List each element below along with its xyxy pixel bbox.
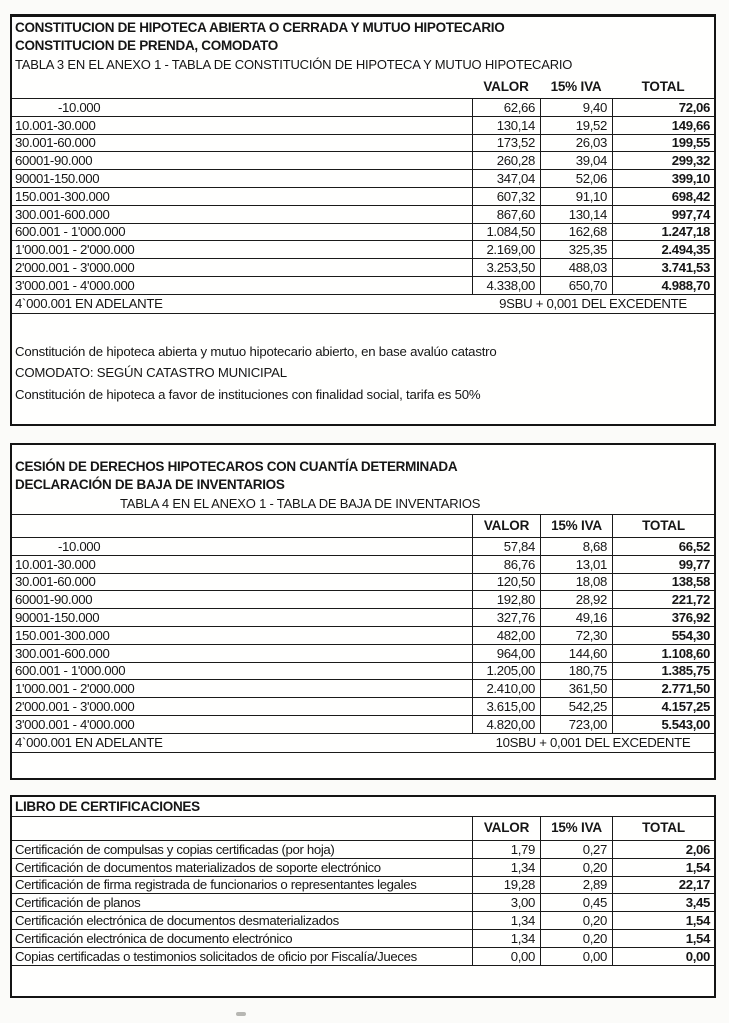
valor-cell: 4.338,00 [472,277,540,294]
header-iva: 15% IVA [540,515,612,537]
total-cell: 99,77 [612,556,714,573]
section-title: CONSTITUCION DE PRENDA, COMODATO [15,37,278,53]
table-body [12,537,714,734]
range-label-cell: 10.001-30.000 [15,556,96,572]
range-label-cell: 2'000.001 - 3'000.000 [15,699,135,715]
table-footer-row [12,295,714,314]
valor-cell: 0,00 [472,948,540,965]
total-cell: 554,30 [612,627,714,644]
valor-cell: 57,84 [472,538,540,555]
valor-cell: 173,52 [472,135,540,152]
valor-cell: 1.084,50 [472,224,540,241]
table-row [12,152,714,170]
total-cell: 1.108,60 [612,645,714,662]
iva-cell: 325,35 [540,241,612,258]
range-label-cell: 600.001 - 1'000.000 [15,663,126,679]
total-cell: 2,06 [612,841,714,858]
header-total: TOTAL [612,817,714,840]
table-row [12,609,714,627]
range-label-cell: 90001-150.000 [15,171,100,187]
valor-cell: 62,66 [472,99,540,116]
section-title: DECLARACIÓN DE BAJA DE INVENTARIOS [15,476,285,492]
range-label-cell: 300.001-600.000 [15,206,110,222]
total-cell: 22,17 [612,877,714,894]
total-cell: 1,54 [612,859,714,876]
range-label-cell: 300.001-600.000 [15,645,110,661]
iva-cell: 91,10 [540,188,612,205]
iva-cell: 72,30 [540,627,612,644]
valor-cell: 120,50 [472,574,540,591]
iva-cell: 144,60 [540,645,612,662]
note-line: Constitución de hipoteca abierta y mutuo hipotecario abierto, en base avalúo catastro [15,343,497,359]
valor-cell: 19,28 [472,877,540,894]
range-label-cell: 3'000.001 - 4'000.000 [15,277,135,293]
table-header-row [12,75,714,98]
range-label-cell: 3'000.001 - 4'000.000 [15,716,135,732]
table-body [12,840,714,966]
range-label-cell: Certificación de compulsas y copias certificadas (por hoja) [15,841,335,857]
iva-cell: 0,00 [540,948,612,965]
table-row [12,188,714,206]
section-title: CESIÓN DE DERECHOS HIPOTECAROS CON CUANTÍA DETERMINADA [15,459,458,474]
valor-cell: 2.169,00 [472,241,540,258]
total-cell: 2.494,35 [612,241,714,258]
range-label-cell: 150.001-300.000 [15,627,110,643]
total-cell: 0,00 [612,948,714,965]
range-label-cell: -10.000 [58,99,101,115]
iva-cell: 0,20 [540,912,612,929]
iva-cell: 361,50 [540,680,612,697]
range-label-cell: 90001-150.000 [15,610,100,626]
total-cell: 399,10 [612,170,714,187]
section-title: LIBRO DE CERTIFICACIONES [15,799,200,814]
range-label-cell: 30.001-60.000 [15,135,96,151]
table-row [12,170,714,188]
iva-cell: 0,20 [540,859,612,876]
range-label-cell: 10.001-30.000 [15,117,96,133]
section-baja-titles [12,445,714,493]
range-label-cell: 60001-90.000 [15,592,93,608]
table-row [12,117,714,135]
range-label-cell: Certificación electrónica de documento electrónico [15,930,293,946]
header-total: TOTAL [612,515,714,537]
iva-cell: 723,00 [540,716,612,733]
table-header-row [12,514,714,537]
valor-cell: 130,14 [472,117,540,134]
iva-cell: 2,89 [540,877,612,894]
valor-cell: 327,76 [472,609,540,626]
table-row [12,716,714,734]
tarifa-table-baja [12,514,714,753]
valor-cell: 3.253,50 [472,259,540,276]
table-row [12,574,714,592]
table-row [12,859,714,877]
table-row [12,894,714,912]
range-label-cell: 4`000.001 EN ADELANTE [15,296,163,312]
header-valor: VALOR [483,79,529,94]
section-hipoteca [10,14,716,426]
iva-cell: 39,04 [540,152,612,169]
excedente-cell: 9SBU + 0,001 DEL EXCEDENTE [499,296,687,312]
total-cell: 1.385,75 [612,663,714,680]
valor-cell: 1,34 [472,859,540,876]
total-cell: 4.988,70 [612,277,714,294]
scan-artifact [236,1012,246,1016]
iva-cell: 650,70 [540,277,612,294]
total-cell: 138,58 [612,574,714,591]
range-label-cell: 150.001-300.000 [15,188,110,204]
iva-cell: 52,06 [540,170,612,187]
table-row [12,930,714,948]
valor-cell: 964,00 [472,645,540,662]
valor-cell: 2.410,00 [472,680,540,697]
header-valor: VALOR [472,817,540,840]
valor-cell: 482,00 [472,627,540,644]
iva-cell: 130,14 [540,206,612,223]
valor-cell: 347,04 [472,170,540,187]
excedente-cell: 10SBU + 0,001 DEL EXCEDENTE [495,735,691,751]
table-row [12,841,714,859]
table-row [12,241,714,259]
tarifa-table-certificaciones [12,817,714,966]
table-row [12,135,714,153]
header-iva: 15% IVA [540,817,612,840]
table-body [12,98,714,295]
total-cell: 72,06 [612,99,714,116]
note-line: COMODATO: SEGÚN CATASTRO MUNICIPAL [15,365,287,381]
valor-cell: 192,80 [472,591,540,608]
range-label-cell: 600.001 - 1'000.000 [15,224,126,240]
table-subtitle: TABLA 4 EN EL ANEXO 1 - TABLA DE BAJA DE INVENTARIOS [120,496,481,511]
total-cell: 3.741,53 [612,259,714,276]
total-cell: 221,72 [612,591,714,608]
section-hipoteca-titles [12,17,714,54]
section-certificaciones [10,795,716,998]
table-footer-row [12,734,714,753]
table-row [12,99,714,117]
total-cell: 4.157,25 [612,698,714,715]
range-label-cell: 1'000.001 - 2'000.000 [15,681,135,697]
valor-cell: 3.615,00 [472,698,540,715]
iva-cell: 13,01 [540,556,612,573]
range-label-cell: 60001-90.000 [15,153,93,169]
valor-cell: 607,32 [472,188,540,205]
table-row [12,663,714,681]
range-label-cell: Certificación electrónica de documentos desmaterializados [15,913,339,929]
iva-cell: 8,68 [540,538,612,555]
range-label-cell: Certificación de firma registrada de funcionarios o representantes legales [15,877,417,893]
iva-cell: 0,27 [540,841,612,858]
table-row [12,698,714,716]
iva-cell: 542,25 [540,698,612,715]
table-header-row [12,817,714,840]
iva-cell: 180,75 [540,663,612,680]
table-row [12,591,714,609]
valor-cell: 1,34 [472,912,540,929]
range-label-cell: 4`000.001 EN ADELANTE [15,735,163,751]
valor-cell: 1,79 [472,841,540,858]
table-row [12,556,714,574]
valor-cell: 4.820,00 [472,716,540,733]
total-cell: 5.543,00 [612,716,714,733]
iva-cell: 9,40 [540,99,612,116]
range-label-cell: -10.000 [58,538,101,554]
range-label-cell: 2'000.001 - 3'000.000 [15,260,135,276]
header-total: TOTAL [641,79,685,94]
iva-cell: 162,68 [540,224,612,241]
table-row [12,206,714,224]
iva-cell: 19,52 [540,117,612,134]
header-iva: 15% IVA [550,79,602,94]
range-label-cell: Certificación de planos [15,895,141,911]
total-cell: 66,52 [612,538,714,555]
total-cell: 299,32 [612,152,714,169]
valor-cell: 867,60 [472,206,540,223]
valor-cell: 1,34 [472,930,540,947]
tarifa-table-hipoteca [12,75,714,314]
total-cell: 149,66 [612,117,714,134]
total-cell: 376,92 [612,609,714,626]
total-cell: 2.771,50 [612,680,714,697]
total-cell: 698,42 [612,188,714,205]
total-cell: 1,54 [612,912,714,929]
iva-cell: 488,03 [540,259,612,276]
table-subtitle: TABLA 3 EN EL ANEXO 1 - TABLA DE CONSTITUCIÓN DE HIPOTECA Y MUTUO HIPOTECARIO [15,57,573,72]
iva-cell: 26,03 [540,135,612,152]
total-cell: 1,54 [612,930,714,947]
iva-cell: 18,08 [540,574,612,591]
section-baja-inventarios [10,443,716,780]
section-notes [12,341,714,406]
total-cell: 199,55 [612,135,714,152]
valor-cell: 86,76 [472,556,540,573]
iva-cell: 49,16 [540,609,612,626]
valor-cell: 260,28 [472,152,540,169]
valor-cell: 1.205,00 [472,663,540,680]
table-row [12,912,714,930]
table-row [12,680,714,698]
section-title: CONSTITUCION DE HIPOTECA ABIERTA O CERRADA Y MUTUO HIPOTECARIO [15,20,505,35]
note-line: Constitución de hipoteca a favor de instituciones con finalidad social, tarifa es 50% [15,386,481,402]
valor-cell: 3,00 [472,894,540,911]
table-row [12,538,714,556]
table-row [12,948,714,966]
table-row [12,224,714,242]
range-label-cell: Certificación de documentos materializados de soporte electrónico [15,859,381,875]
table-row [12,877,714,895]
table-row [12,627,714,645]
total-cell: 1.247,18 [612,224,714,241]
iva-cell: 28,92 [540,591,612,608]
iva-cell: 0,20 [540,930,612,947]
section-cert-titles [12,797,714,817]
table-row [12,259,714,277]
header-valor: VALOR [472,515,540,537]
total-cell: 3,45 [612,894,714,911]
range-label-cell: 1'000.001 - 2'000.000 [15,242,135,258]
range-label-cell: Copias certificadas o testimonios solicitados de oficio por Fiscalía/Jueces [15,948,417,964]
range-label-cell: 30.001-60.000 [15,574,96,590]
table-row [12,645,714,663]
total-cell: 997,74 [612,206,714,223]
table-row [12,277,714,295]
iva-cell: 0,45 [540,894,612,911]
